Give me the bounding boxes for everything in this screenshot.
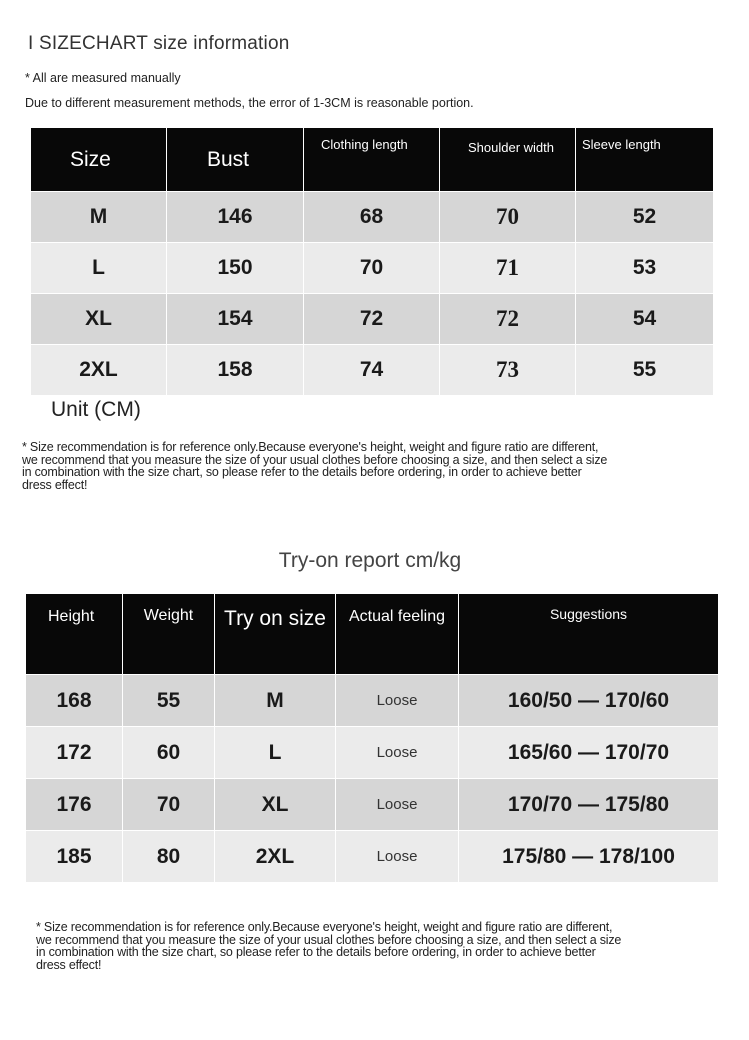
cell-height: 168: [26, 674, 123, 726]
cell-sleeve-length: 52: [576, 191, 713, 242]
cell-weight: 80: [123, 830, 215, 882]
tryon-report-table: [26, 594, 718, 882]
cell-actual-feeling: Loose: [336, 778, 459, 830]
cell-size: 2XL: [31, 344, 167, 395]
table-row: [26, 674, 718, 726]
table-row: [31, 293, 713, 344]
size-disclaimer: [22, 441, 702, 491]
page-title: I SIZECHART size information: [28, 33, 290, 54]
cell-weight: 60: [123, 726, 215, 778]
cell-suggestion: 160/50 — 170/60: [459, 674, 718, 726]
cell-bust: 150: [167, 242, 304, 293]
col-header-suggestions: Suggestions: [459, 594, 718, 674]
cell-sleeve-length: 54: [576, 293, 713, 344]
size-header-row: [31, 128, 713, 191]
cell-suggestion: 175/80 — 178/100: [459, 830, 718, 882]
cell-suggestion: 170/70 — 175/80: [459, 778, 718, 830]
tryon-disclaimer: [36, 921, 716, 971]
col-header-height: Height: [26, 594, 123, 674]
cell-height: 185: [26, 830, 123, 882]
disclaimer-line: dress effect!: [36, 957, 102, 972]
cell-actual-feeling: Loose: [336, 674, 459, 726]
col-header-size: Size: [31, 128, 167, 191]
cell-size: L: [31, 242, 167, 293]
cell-actual-feeling: Loose: [336, 726, 459, 778]
unit-label: Unit (CM): [51, 398, 141, 421]
measure-note: * All are measured manually: [25, 71, 181, 85]
table-row: [26, 830, 718, 882]
tryon-header-row: [26, 594, 718, 674]
cell-clothing-length: 72: [304, 293, 440, 344]
tryon-title: Try-on report cm/kg: [278, 549, 462, 572]
cell-weight: 70: [123, 778, 215, 830]
col-header-bust: Bust: [167, 128, 304, 191]
error-note: Due to different measurement methods, the error of 1-3CM is reasonable portion.: [25, 96, 474, 110]
cell-bust: 146: [167, 191, 304, 242]
col-header-try-on-size: Try on size: [215, 594, 336, 674]
cell-weight: 55: [123, 674, 215, 726]
cell-shoulder-width: 70: [440, 191, 576, 242]
col-header-actual-feeling: Actual feeling: [336, 594, 459, 674]
cell-shoulder-width: 73: [440, 344, 576, 395]
table-row: [31, 191, 713, 242]
disclaimer-line: we recommend that you measure the size of your usual clothes before choosing a size, and then select a size: [36, 932, 622, 947]
cell-clothing-length: 74: [304, 344, 440, 395]
cell-bust: 158: [167, 344, 304, 395]
table-row: [26, 778, 718, 830]
cell-clothing-length: 68: [304, 191, 440, 242]
cell-size: XL: [31, 293, 167, 344]
cell-sleeve-length: 55: [576, 344, 713, 395]
cell-height: 176: [26, 778, 123, 830]
cell-shoulder-width: 72: [440, 293, 576, 344]
table-row: [31, 344, 713, 395]
table-row: [26, 726, 718, 778]
cell-try-on-size: M: [215, 674, 336, 726]
disclaimer-line: * Size recommendation is for reference only.Because everyone's height, weight and figure ratio are different,: [22, 440, 599, 454]
cell-suggestion: 165/60 — 170/70: [459, 726, 718, 778]
cell-bust: 154: [167, 293, 304, 344]
disclaimer-line: * Size recommendation is for reference only.Because everyone's height, weight and figure ratio are different,: [36, 920, 613, 934]
size-chart-table: [31, 128, 713, 395]
cell-size: M: [31, 191, 167, 242]
table-row: [31, 242, 713, 293]
cell-try-on-size: L: [215, 726, 336, 778]
col-header-weight: Weight: [123, 594, 215, 674]
cell-sleeve-length: 53: [576, 242, 713, 293]
cell-height: 172: [26, 726, 123, 778]
col-header-clothing-length: Clothing length: [304, 128, 440, 191]
col-header-shoulder-width: Shoulder width: [440, 128, 576, 191]
cell-actual-feeling: Loose: [336, 830, 459, 882]
disclaimer-line: in combination with the size chart, so please refer to the details before ordering, in order to achieve better: [36, 945, 596, 959]
cell-shoulder-width: 71: [440, 242, 576, 293]
cell-try-on-size: 2XL: [215, 830, 336, 882]
disclaimer-line: in combination with the size chart, so please refer to the details before ordering, in order to achieve better: [22, 465, 582, 479]
col-header-sleeve-length: Sleeve length: [576, 128, 713, 191]
disclaimer-line: we recommend that you measure the size of your usual clothes before choosing a size, and then select a size: [22, 452, 608, 467]
cell-clothing-length: 70: [304, 242, 440, 293]
disclaimer-line: dress effect!: [22, 477, 88, 492]
cell-try-on-size: XL: [215, 778, 336, 830]
